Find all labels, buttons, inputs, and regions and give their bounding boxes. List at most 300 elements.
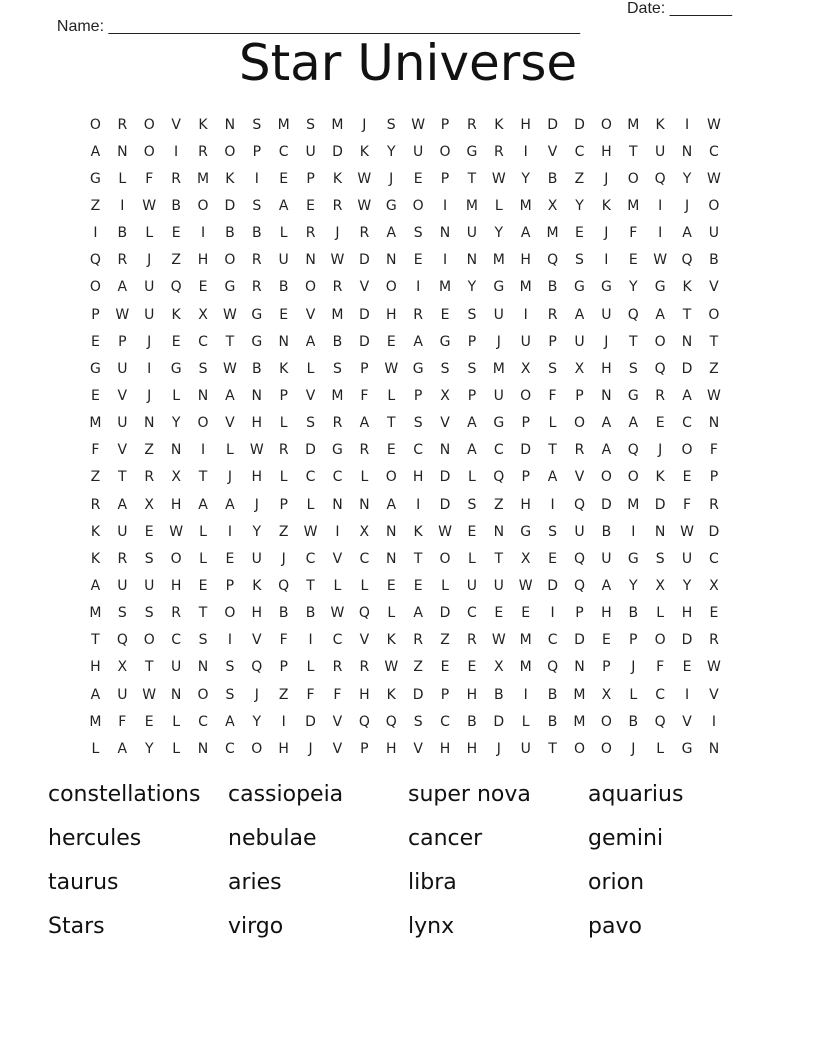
grid-letter: P (521, 415, 530, 432)
grid-letter: U (708, 225, 720, 242)
grid-letter: S (144, 605, 154, 622)
grid-letter: N (439, 442, 451, 459)
grid-letter: T (628, 143, 638, 160)
grid-letter: I (335, 523, 340, 540)
grid-letter: C (198, 333, 208, 350)
grid-letter: L (145, 225, 154, 242)
grid-letter: P (709, 469, 719, 486)
grid-letter: B (547, 170, 558, 187)
grid-letter: R (359, 659, 370, 676)
grid-letter: U (117, 577, 128, 594)
grid-letter: S (413, 713, 423, 730)
grid-letter: A (90, 577, 101, 594)
grid-letter: S (198, 632, 208, 649)
grid-row (82, 600, 727, 627)
grid-letter: N (305, 252, 316, 269)
grid-letter: Y (628, 279, 638, 296)
grid-letter: C (547, 632, 558, 649)
grid-letter: B (547, 686, 558, 703)
grid-row (82, 410, 727, 437)
grid-letter: T (144, 659, 154, 676)
grid-letter: T (225, 333, 235, 350)
grid-letter: P (360, 740, 369, 757)
grid-letter: H (466, 686, 478, 703)
grid-letter: I (523, 306, 528, 323)
grid-letter: O (385, 469, 397, 486)
grid-letter: W (169, 523, 184, 540)
grid-letter: N (143, 415, 155, 432)
grid-letter: O (385, 279, 397, 296)
word-bank-item: nebulae (228, 826, 317, 851)
grid-letter: O (627, 469, 639, 486)
grid-letter: P (440, 170, 450, 187)
grid-letter: G (520, 523, 532, 540)
grid-letter: V (574, 469, 585, 486)
grid-row (82, 735, 727, 762)
grid-letter: E (386, 577, 396, 594)
grid-letter: I (523, 686, 528, 703)
grid-letter: Q (385, 713, 397, 730)
grid-letter: H (412, 469, 424, 486)
grid-letter: T (91, 632, 100, 649)
grid-letter: H (681, 605, 693, 622)
grid-letter: U (655, 143, 666, 160)
grid-letter: U (681, 550, 693, 567)
grid-letter: Q (116, 632, 128, 649)
grid-letter: M (627, 197, 640, 214)
grid-letter: M (573, 686, 586, 703)
grid-letter: A (198, 496, 208, 513)
grid-letter: A (467, 442, 477, 459)
grid-letter: C (467, 605, 477, 622)
grid-letter: N (386, 252, 397, 269)
grid-letter: Q (170, 279, 182, 296)
grid-letter: B (494, 686, 504, 703)
grid-letter: A (90, 143, 101, 160)
grid-letter: J (604, 170, 609, 187)
grid-letter: B (547, 279, 558, 296)
grid-letter: O (251, 740, 263, 757)
grid-letter: Z (90, 469, 101, 486)
grid-letter: L (199, 523, 207, 540)
grid-letter: S (440, 360, 450, 377)
grid-letter: Y (144, 740, 154, 757)
grid-letter: Q (358, 605, 370, 622)
grid-letter: W (384, 360, 399, 377)
grid-letter: I (308, 632, 313, 649)
grid-letter: J (604, 225, 609, 242)
grid-letter: M (89, 605, 102, 622)
grid-letter: A (225, 496, 235, 513)
grid-letter: X (520, 550, 531, 567)
grid-letter: G (493, 279, 505, 296)
grid-letter: K (90, 523, 101, 540)
grid-letter: G (627, 550, 639, 567)
grid-letter: C (709, 550, 719, 567)
grid-letter: V (709, 279, 719, 296)
grid-letter: L (656, 740, 665, 757)
grid-letter: P (252, 143, 262, 160)
grid-letter: U (413, 143, 424, 160)
grid-letter: E (575, 225, 584, 242)
grid-letter: J (227, 469, 232, 486)
grid-letter: E (225, 550, 235, 567)
grid-letter: M (277, 116, 290, 133)
grid-letter: N (224, 116, 236, 133)
grid-letter: S (225, 659, 235, 676)
grid-letter: I (416, 496, 421, 513)
grid-row (82, 138, 727, 165)
grid-letter: S (386, 116, 396, 133)
grid-letter: N (708, 415, 720, 432)
grid-letter: V (440, 415, 450, 432)
grid-letter: N (439, 225, 451, 242)
grid-letter: F (91, 442, 100, 459)
grid-letter: H (251, 605, 263, 622)
grid-letter: I (684, 116, 690, 133)
word-bank-item: aries (228, 870, 282, 895)
grid-letter: E (91, 333, 100, 350)
grid-letter: O (520, 387, 532, 404)
grid-letter: E (279, 306, 289, 323)
grid-letter: U (466, 225, 478, 242)
grid-letter: L (629, 686, 638, 703)
grid-letter: U (305, 143, 316, 160)
grid-letter: R (359, 442, 370, 459)
grid-letter: I (120, 197, 125, 214)
grid-letter: W (518, 577, 533, 594)
grid-letter: O (654, 632, 666, 649)
grid-letter: V (682, 713, 692, 730)
grid-letter: B (251, 225, 262, 242)
grid-letter: U (117, 360, 128, 377)
grid-letter: J (281, 550, 286, 567)
grid-letter: K (655, 116, 665, 133)
grid-letter: J (254, 496, 259, 513)
grid-letter: J (362, 116, 367, 133)
grid-letter: U (574, 333, 585, 350)
grid-letter: F (656, 659, 665, 676)
grid-letter: I (658, 225, 663, 242)
grid-letter: E (144, 523, 154, 540)
grid-letter: L (279, 225, 288, 242)
grid-letter: U (520, 333, 531, 350)
grid-letter: U (601, 306, 612, 323)
grid-letter: L (468, 550, 476, 567)
grid-letter: I (658, 197, 663, 214)
grid-letter: P (306, 170, 315, 187)
grid-letter: Y (494, 225, 504, 242)
grid-letter: P (629, 632, 638, 649)
grid-row (82, 382, 727, 409)
grid-letter: O (224, 143, 236, 160)
grid-letter: E (386, 333, 396, 350)
grid-letter: E (709, 605, 719, 622)
grid-letter: Z (413, 659, 423, 676)
grid-letter: N (359, 496, 370, 513)
grid-letter: X (144, 496, 155, 513)
grid-letter: K (413, 523, 423, 540)
grid-letter: W (142, 197, 157, 214)
grid-letter: L (387, 387, 396, 404)
grid-row (82, 491, 727, 518)
grid-letter: C (225, 740, 235, 757)
grid-letter: W (357, 170, 372, 187)
grid-letter: L (199, 550, 207, 567)
grid-letter: S (333, 360, 342, 377)
grid-letter: U (170, 659, 182, 676)
grid-letter: W (707, 659, 721, 676)
grid-letter: A (547, 469, 558, 486)
grid-letter: N (708, 740, 720, 757)
grid-letter: O (600, 713, 612, 730)
grid-letter: G (466, 143, 478, 160)
grid-letter: W (115, 306, 130, 323)
grid-letter: L (548, 415, 557, 432)
grid-letter: J (631, 740, 636, 757)
grid-letter: W (142, 686, 157, 703)
grid-letter: E (91, 387, 100, 404)
grid-letter: Z (278, 686, 289, 703)
grid-letter: C (198, 713, 208, 730)
grid-letter: G (385, 197, 397, 214)
grid-letter: O (627, 170, 639, 187)
grid-letter: J (496, 740, 501, 757)
grid-letter: H (197, 252, 209, 269)
grid-letter: R (574, 442, 585, 459)
grid-letter: C (278, 143, 289, 160)
grid-letter: A (90, 686, 101, 703)
grid-letter: Q (654, 360, 666, 377)
grid-letter: D (681, 632, 693, 649)
grid-letter: E (171, 333, 181, 350)
grid-letter: T (548, 740, 557, 757)
grid-letter: V (332, 713, 343, 730)
grid-letter: L (333, 577, 342, 594)
grid-letter: H (90, 659, 101, 676)
grid-letter: Z (144, 442, 155, 459)
grid-letter: W (303, 523, 318, 540)
grid-letter: A (225, 387, 235, 404)
grid-letter: U (493, 306, 504, 323)
grid-letter: S (306, 415, 316, 432)
grid-letter: I (711, 713, 716, 730)
grid-letter: Q (573, 496, 585, 513)
grid-letter: W (438, 523, 452, 540)
grid-letter: M (331, 116, 344, 133)
grid-letter: V (547, 143, 558, 160)
grid-letter: Z (90, 197, 101, 214)
grid-letter: Q (251, 659, 263, 676)
grid-letter: K (332, 170, 343, 187)
grid-letter: J (254, 686, 259, 703)
grid-letter: R (467, 632, 477, 649)
grid-letter: G (90, 170, 101, 187)
grid-letter: O (654, 333, 666, 350)
grid-letter: N (681, 333, 693, 350)
grid-letter: A (225, 713, 235, 730)
grid-letter: J (308, 740, 313, 757)
grid-letter: A (601, 577, 612, 594)
grid-letter: N (332, 496, 343, 513)
grid-letter: D (305, 713, 316, 730)
grid-letter: D (439, 469, 451, 486)
grid-letter: U (493, 577, 504, 594)
grid-letter: B (305, 605, 316, 622)
grid-letter: A (117, 279, 128, 296)
grid-letter: S (548, 523, 558, 540)
grid-letter: L (360, 577, 369, 594)
grid-letter: D (600, 496, 612, 513)
grid-letter: C (305, 469, 316, 486)
grid-letter: J (335, 225, 340, 242)
grid-letter: R (171, 170, 181, 187)
grid-letter: P (602, 659, 611, 676)
word-bank-item: virgo (228, 914, 284, 939)
grid-letter: W (357, 197, 372, 214)
grid-letter: E (386, 442, 396, 459)
grid-letter: C (574, 143, 585, 160)
grid-letter: R (90, 496, 101, 513)
word-bank-item: Stars (48, 914, 105, 939)
grid-letter: G (681, 740, 693, 757)
grid-row (82, 274, 727, 301)
grid-letter: H (601, 360, 612, 377)
grid-letter: V (305, 306, 316, 323)
grid-letter: S (252, 197, 262, 214)
grid-letter: A (117, 496, 128, 513)
grid-letter: G (412, 360, 424, 377)
grid-letter: Q (627, 306, 639, 323)
grid-letter: S (548, 360, 558, 377)
word-bank (48, 781, 768, 941)
grid-letter: D (358, 306, 370, 323)
grid-letter: L (387, 605, 396, 622)
grid-letter: O (573, 415, 585, 432)
grid-letter: Y (386, 143, 396, 160)
grid-letter: R (413, 632, 423, 649)
grid-letter: P (548, 333, 557, 350)
grid-letter: K (601, 197, 611, 214)
grid-letter: S (225, 686, 235, 703)
grid-letter: D (574, 632, 585, 649)
grid-letter: M (465, 197, 478, 214)
grid-letter: S (467, 306, 477, 323)
grid-letter: L (279, 415, 288, 432)
grid-letter: L (306, 659, 315, 676)
word-bank-item: gemini (588, 826, 664, 851)
grid-letter: B (278, 605, 289, 622)
grid-letter: C (682, 415, 692, 432)
grid-letter: C (493, 442, 504, 459)
grid-letter: F (333, 686, 342, 703)
grid-letter: O (305, 279, 317, 296)
grid-letter: U (144, 279, 155, 296)
grid-letter: D (547, 116, 558, 133)
grid-letter: R (547, 306, 558, 323)
grid-letter: E (440, 306, 450, 323)
grid-letter: M (573, 713, 586, 730)
grid-letter: M (331, 387, 344, 404)
grid-letter: Q (573, 550, 585, 567)
grid-letter: N (197, 740, 209, 757)
grid-row (82, 247, 727, 274)
grid-letter: E (655, 415, 665, 432)
grid-letter: T (467, 170, 477, 187)
grid-letter: R (305, 225, 316, 242)
grid-letter: B (709, 252, 719, 269)
grid-letter: O (439, 143, 451, 160)
grid-letter: H (439, 740, 451, 757)
grid-letter: L (306, 496, 315, 513)
grid-letter: K (386, 632, 396, 649)
grid-letter: M (492, 252, 505, 269)
grid-letter: R (655, 387, 666, 404)
grid-letter: F (145, 170, 154, 187)
grid-letter: T (494, 550, 504, 567)
grid-letter: B (171, 197, 181, 214)
grid-letter: A (574, 306, 585, 323)
grid-letter: O (600, 469, 612, 486)
grid-letter: Z (709, 360, 719, 377)
grid-letter: X (494, 659, 504, 676)
grid-letter: O (224, 252, 236, 269)
grid-letter: U (493, 387, 504, 404)
grid-letter: R (709, 632, 719, 649)
grid-letter: A (278, 197, 289, 214)
grid-letter: V (117, 387, 128, 404)
grid-letter: S (655, 550, 665, 567)
grid-letter: Y (521, 170, 530, 187)
grid-letter: W (491, 170, 506, 187)
grid-letter: D (224, 197, 236, 214)
grid-letter: V (332, 740, 343, 757)
grid-letter: D (439, 496, 451, 513)
grid-letter: K (252, 577, 262, 594)
word-bank-item: constellations (48, 782, 201, 807)
grid-letter: N (654, 523, 666, 540)
grid-letter: T (413, 550, 423, 567)
grid-letter: G (251, 306, 263, 323)
grid-row (82, 192, 727, 219)
grid-letter: N (466, 252, 478, 269)
grid-letter: P (575, 605, 584, 622)
grid-letter: A (601, 415, 612, 432)
grid-letter: G (90, 360, 101, 377)
grid-letter: Q (547, 252, 559, 269)
grid-letter: U (520, 740, 531, 757)
grid-letter: D (332, 143, 343, 160)
grid-letter: Y (171, 415, 181, 432)
grid-letter: H (170, 577, 182, 594)
grid-letter: U (278, 252, 289, 269)
word-bank-item: cassiopeia (228, 782, 344, 807)
grid-letter: P (440, 686, 450, 703)
grid-letter: A (520, 225, 531, 242)
grid-letter: K (225, 170, 235, 187)
grid-letter: N (197, 659, 209, 676)
grid-letter: J (389, 170, 394, 187)
grid-letter: U (466, 577, 478, 594)
grid-letter: T (682, 306, 692, 323)
grid-letter: Z (494, 496, 504, 513)
letter-grid (82, 111, 727, 762)
grid-letter: Q (654, 713, 666, 730)
grid-letter: I (200, 225, 206, 242)
grid-letter: A (386, 496, 397, 513)
grid-letter: H (520, 252, 531, 269)
grid-letter: T (198, 605, 208, 622)
